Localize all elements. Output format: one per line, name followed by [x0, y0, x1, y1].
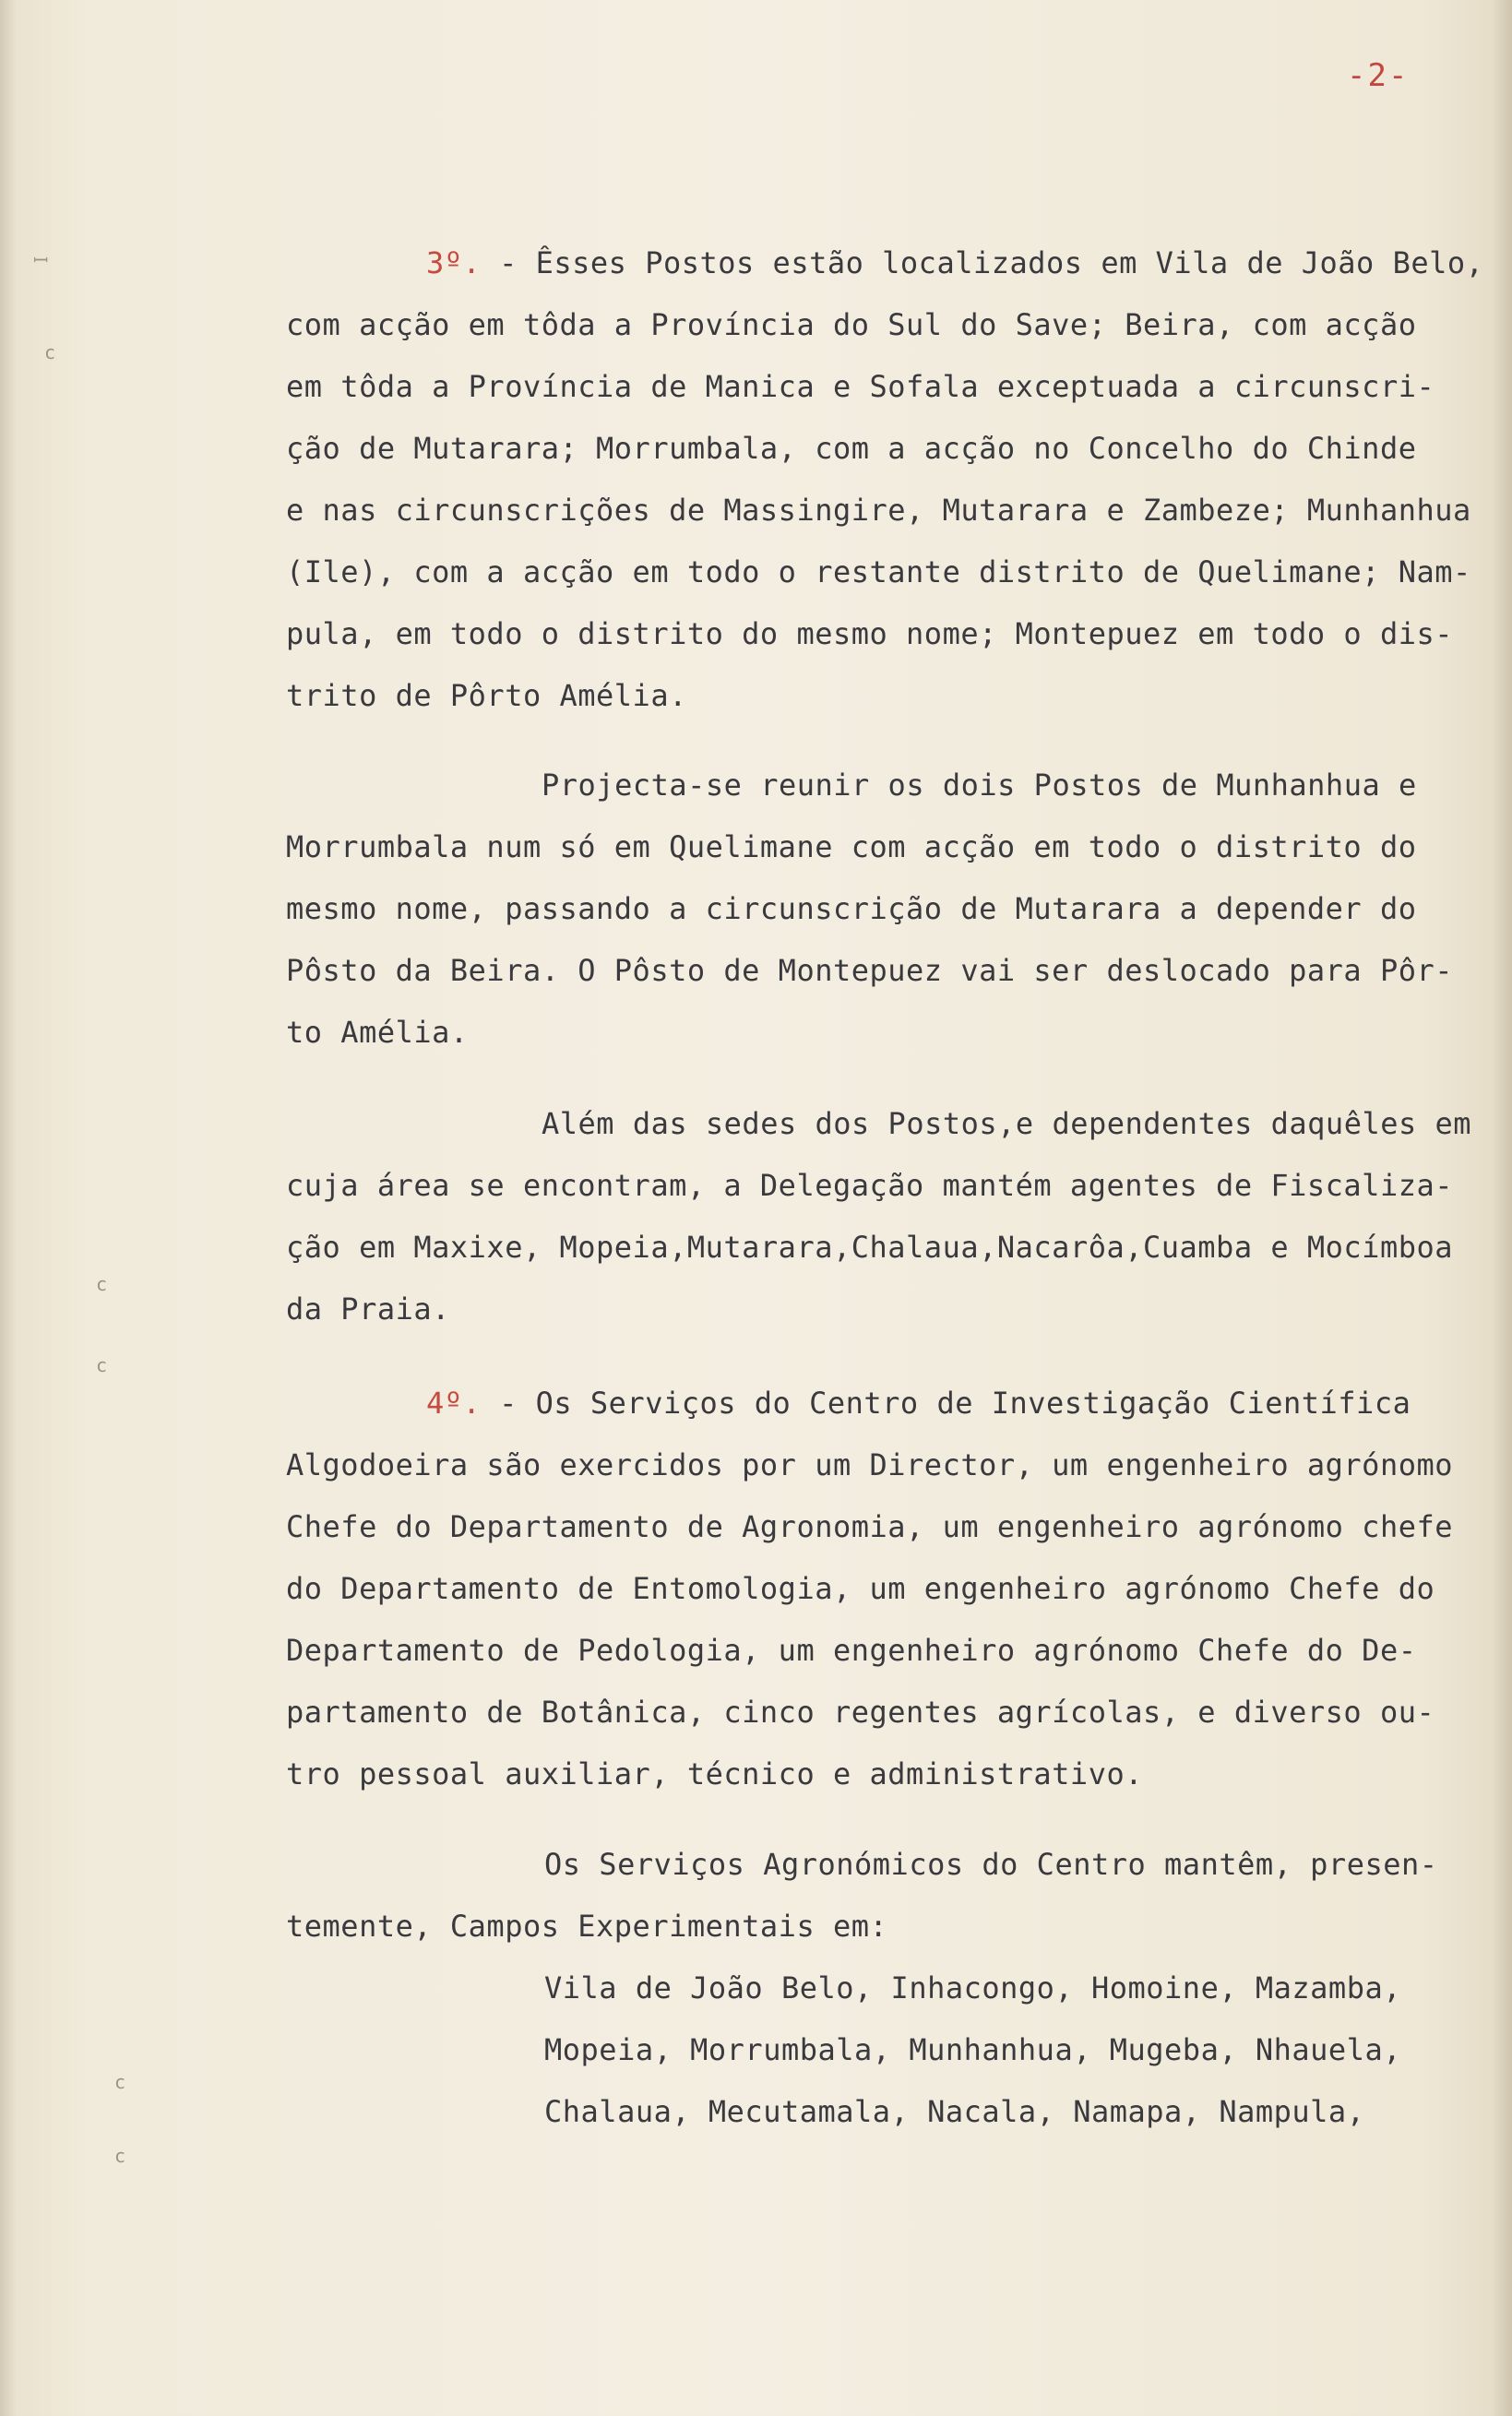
paragraph-line: cuja área se encontram, a Delegação mantém agentes de Fiscaliza-	[286, 1168, 1453, 1203]
paragraph-fiscalizacao	[286, 1093, 1485, 1340]
section-number: 3º.	[426, 245, 500, 280]
paragraph-line: pula, em todo o distrito do mesmo nome; Montepuez em todo o dis-	[286, 616, 1453, 651]
paragraph-line: do Departamento de Entomologia, um engenheiro agrónomo Chefe do	[286, 1571, 1435, 1606]
location-line: Chalaua, Mecutamala, Nacala, Namapa, Nampula,	[544, 2094, 1365, 2129]
paragraph-line: to Amélia.	[286, 1015, 469, 1050]
paragraph-line: ção de Mutarara; Morrumbala, com a acção no Concelho do Chinde	[286, 431, 1417, 466]
paragraph-line: Pôsto da Beira. O Pôsto de Montepuez vai ser deslocado para Pôr-	[286, 953, 1453, 988]
paragraph-line: Algodoeira são exercidos por um Director, um engenheiro agrónomo	[286, 1447, 1453, 1482]
paragraph-line: 4º. - Os Serviços do Centro de Investigação Científica	[426, 1386, 1411, 1421]
paragraph-line: ção em Maxixe, Mopeia,Mutarara,Chalaua,Nacarôa,Cuamba e Mocímboa	[286, 1230, 1453, 1265]
page-edge-shadow	[1492, 0, 1512, 2416]
paragraph-line: com acção em tôda a Província do Sul do Save; Beira, com acção	[286, 307, 1417, 342]
location-line: Mopeia, Morrumbala, Munhanhua, Mugeba, Nhauela,	[544, 2032, 1401, 2067]
paragraph-line: (Ile), com a acção em todo o restante distrito de Quelimane; Nam-	[286, 554, 1471, 589]
paragraph-line: temente, Campos Experimentais em:	[286, 1909, 888, 1944]
paragraph-line: Os Serviços Agronómicos do Centro mantêm, presen-	[544, 1847, 1438, 1882]
paragraph-campos-intro	[286, 1834, 1485, 1958]
campos-location-list	[286, 1958, 1485, 2143]
section-number: 4º.	[426, 1386, 500, 1421]
margin-mark: c	[114, 2145, 126, 2167]
paragraph-postos-merge	[286, 755, 1485, 1064]
paragraph-line: Além das sedes dos Postos,e dependentes daquêles em	[542, 1106, 1472, 1141]
margin-mark: c	[96, 1273, 108, 1295]
paragraph-section-4	[286, 1373, 1485, 1805]
paragraph-section-3	[286, 232, 1485, 727]
paragraph-line: 3º. - Êsses Postos estão localizados em Vila de João Belo,	[426, 245, 1484, 280]
paragraph-line: da Praia.	[286, 1291, 450, 1327]
margin-mark: c	[44, 341, 56, 363]
paragraph-line: Departamento de Pedologia, um engenheiro agrónomo Chefe do De-	[286, 1633, 1417, 1668]
paragraph-line: trito de Pôrto Amélia.	[286, 678, 687, 713]
paragraph-line: Morrumbala num só em Quelimane com acção em todo o distrito do	[286, 829, 1417, 864]
margin-mark: ꟷ	[33, 249, 49, 271]
location-line: Vila de João Belo, Inhacongo, Homoine, Mazamba,	[544, 1970, 1401, 2005]
margin-mark: c	[114, 2071, 126, 2093]
paragraph-line: e nas circunscrições de Massingire, Mutarara e Zambeze; Munhanhua	[286, 493, 1471, 528]
paragraph-line: Chefe do Departamento de Agronomia, um engenheiro agrónomo chefe	[286, 1509, 1453, 1544]
paragraph-line: partamento de Botânica, cinco regentes agrícolas, e diverso ou-	[286, 1695, 1435, 1730]
page-left-shadow	[0, 0, 17, 2416]
margin-mark: c	[96, 1354, 108, 1376]
paragraph-line: Projecta-se reunir os dois Postos de Munhanhua e	[542, 768, 1417, 803]
page-number: -2-	[1347, 57, 1410, 94]
paragraph-line: tro pessoal auxiliar, técnico e administrativo.	[286, 1756, 1143, 1791]
paragraph-line: mesmo nome, passando a circunscrição de Mutarara a depender do	[286, 891, 1417, 926]
paragraph-line: em tôda a Província de Manica e Sofala exceptuada a circunscri-	[286, 369, 1435, 404]
